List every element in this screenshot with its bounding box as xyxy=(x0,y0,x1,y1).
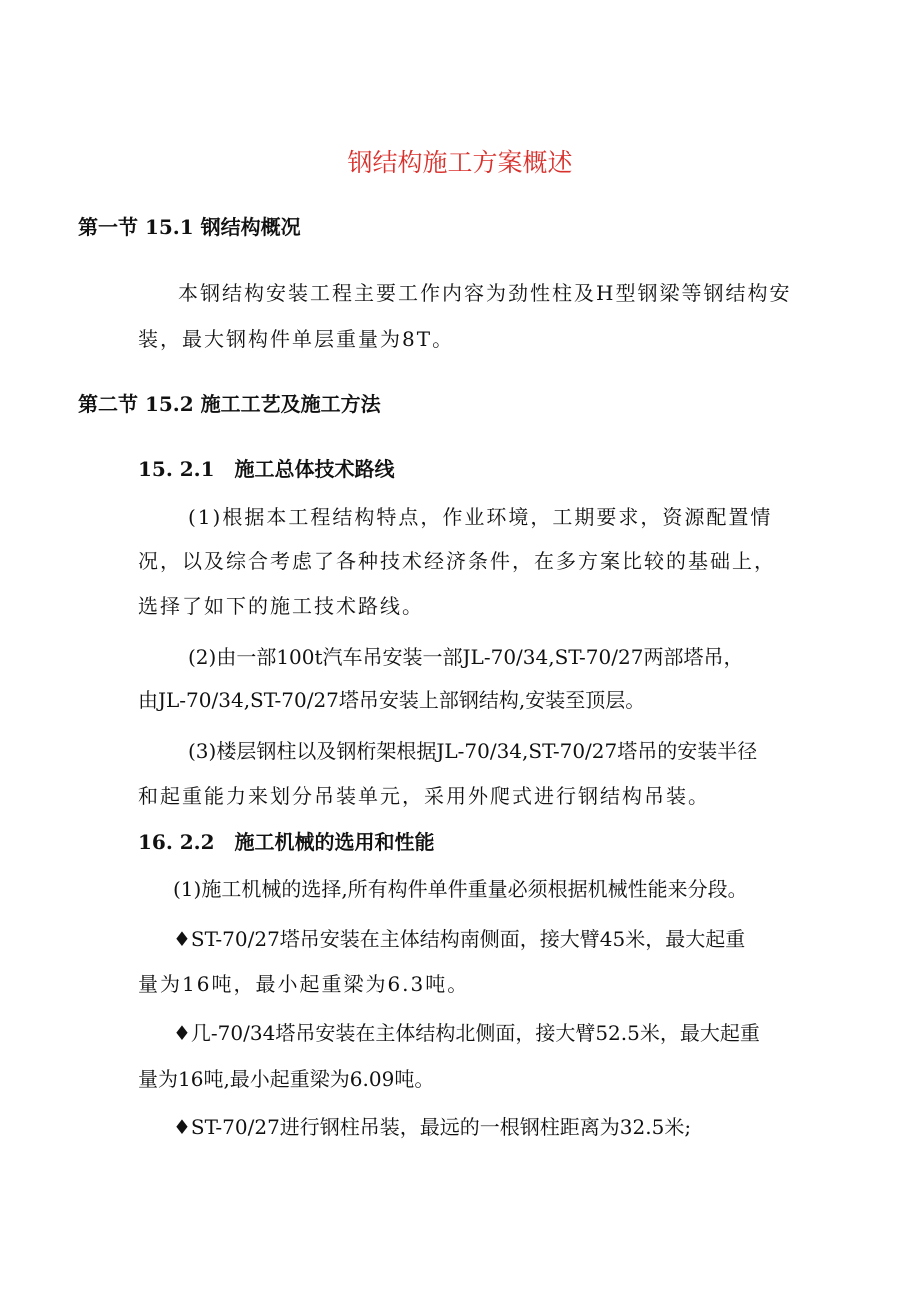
paragraph-line: (2)由一部100t汽车吊安装一部JL-70/34,ST-70/27两部塔吊， xyxy=(188,645,744,669)
section-2-heading: 第二节 15.2 施工工艺及施工方法 xyxy=(78,392,381,416)
subsection-heading-15-2-1: 15. 2.1 施工总体技术路线 xyxy=(138,457,395,481)
paragraph-line: (1)施工机械的选择,所有构件单件重量必须根据机械性能来分段。 xyxy=(173,877,748,901)
paragraph-line: (1)根据本工程结构特点，作业环境，工期要求，资源配置情 xyxy=(188,505,773,529)
bullet-line: 量为16吨，最小起重梁为6.3吨。 xyxy=(138,972,470,996)
bullet-line: ♦几-70/34塔吊安装在主体结构北侧面，接大臂52.5米，最大起重 xyxy=(173,1021,760,1045)
bullet-line: 量为16吨,最小起重梁为6.09吨。 xyxy=(138,1067,435,1091)
bullet-line: ♦ST-70/27进行钢柱吊装，最远的一根钢柱距离为32.5米; xyxy=(173,1115,692,1139)
paragraph-line: 本钢结构安装工程主要工作内容为劲性柱及H型钢梁等钢结构安 xyxy=(178,281,792,305)
page-title: 钢结构施工方案概述 xyxy=(347,148,573,177)
paragraph-line: 由JL-70/34,ST-70/27塔吊安装上部钢结构,安装至顶层。 xyxy=(138,688,646,712)
subsection-heading-16-2-2: 16. 2.2 施工机械的选用和性能 xyxy=(138,830,435,854)
paragraph-line: 选择了如下的施工技术路线。 xyxy=(138,594,424,618)
paragraph-line: 装，最大钢构件单层重量为8T。 xyxy=(138,327,455,351)
bullet-line: ♦ST-70/27塔吊安装在主体结构南侧面，接大臂45米，最大起重 xyxy=(173,927,746,951)
section-1-heading: 第一节 15.1 钢结构概况 xyxy=(78,215,301,239)
paragraph-line: 和起重能力来划分吊装单元，采用外爬式进行钢结构吊装。 xyxy=(138,784,710,808)
paragraph-line: (3)楼层钢柱以及钢桁架根据JL-70/34,ST-70/27塔吊的安装半径 xyxy=(188,739,758,763)
paragraph-line: 况，以及综合考虑了各种技术经济条件，在多方案比较的基础上， xyxy=(138,549,776,573)
